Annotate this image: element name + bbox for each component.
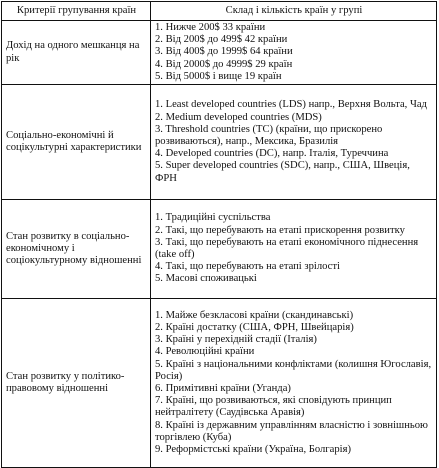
header-composition: Склад і кількість країн у групі [151,2,437,21]
list-item: 1. Least developed countries (LDS) напр., Верхня Вольта, Чад [155,99,427,111]
list-item: 3. Такі, що перебувають на етапі економічного піднесення (take off) [155,236,419,261]
list-item: 5. Масові споживацькі [155,273,257,285]
list-item: 9. Реформістські країни (Україна, Болгарія) [155,444,351,456]
country-grouping-table [1,1,437,468]
list-item: 5. Від 5000$ і вище 19 країн [155,70,282,82]
list-item: 7. Країні, що розвиваються, які сповідують принцип нейтралітету (Саудівська Аравія) [155,395,392,419]
table-row [2,21,437,85]
table-header-row [2,2,437,21]
list-item: 2. Від 200$ до 499$ 42 країни [155,34,288,46]
table-row [2,299,437,468]
list-item: 4. Такі, що перебувають на етапі зрілості [155,261,340,273]
list-item: 4. Developed countries (DC), напр. Італія, Туреччина [155,148,389,160]
list-item: 2. Країні достатку (США, ФРН, Швейцарія) [155,322,354,333]
items-cell [151,299,437,468]
table-row [2,200,437,299]
list-item: 8. Країні із державним управлінням власністю і зовнішньою торгівлею (Куба) [155,419,428,443]
list-item: 2. Medium developed countries (MDS) [155,111,322,123]
items-cell [151,21,437,85]
list-item: 4. Революційні країни [155,346,255,358]
items-cell [151,85,437,200]
criterion-cell: Стан розвитку у політико-правовому відношенні [2,299,151,468]
list-item: 5. Super developed countries (SDC), напр., США, Швеція, ФРН [155,160,410,184]
table-row [2,85,437,200]
list-item: 4. Від 2000$ до 4999$ 29 країн [155,58,293,70]
list-item: 3. Threshold countries (TC) (країни, що прискорено розвиваються), напр., Мексика, Бразилія [155,123,383,147]
list-item: 2. Такі, що перебувають на етапі прискорення розвитку [155,224,405,236]
list-item: 3. Від 400$ до 1999$ 64 країни [155,46,293,58]
header-criteria: Критерії групування країн [2,2,151,21]
list-item: 1. Майже безкласові країни (скандинавські) [155,309,354,321]
list-item: 5. Країні з національними конфліктами (колишня Югославія, Росія) [155,358,432,382]
criterion-cell: Соціально-економічні й соцікультурні характеристики [2,85,151,200]
list-item: 1. Традиційні суспільства [155,212,271,224]
list-item: 3. Країні у перехідній стадії (Італія) [155,334,317,346]
criterion-cell: Стан розвитку в соціально-економічному і соціокультурному відношенні [2,200,151,299]
items-cell [151,200,437,299]
criterion-cell: Дохід на одного мешканця на рік [2,21,151,85]
list-item: 1. Нижче 200$ 33 країни [155,22,266,33]
list-item: 6. Примітивні країни (Уганда) [155,383,291,395]
